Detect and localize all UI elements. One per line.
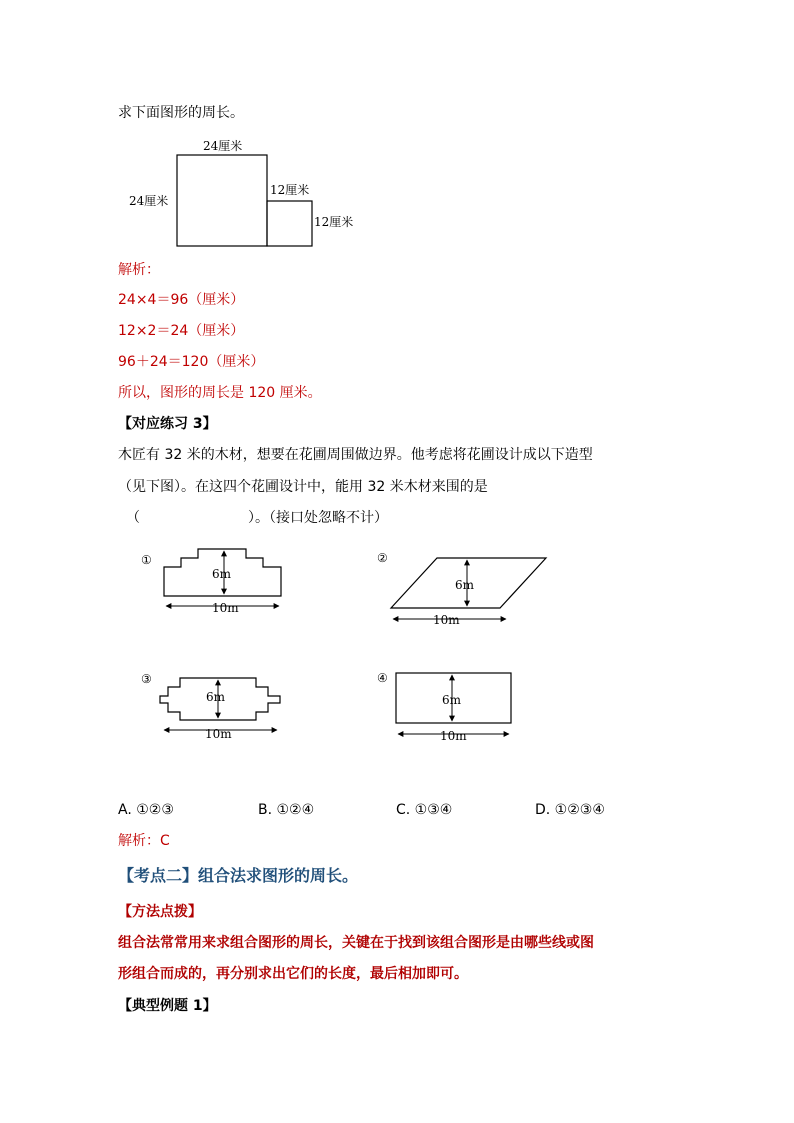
practice-header: 【对应练习 3】	[118, 416, 217, 432]
step-2: 12×2＝24（厘米）	[118, 323, 245, 339]
shape-4-width: 10m	[440, 729, 467, 743]
option-b: B. ①②④	[258, 802, 315, 818]
option-c: C. ①③④	[396, 802, 453, 818]
option-a: A. ①②③	[118, 802, 174, 818]
shape-1-width: 10m	[212, 601, 239, 615]
option-d: D. ①②③④	[535, 802, 605, 818]
method-line-2: 形组合而成的，再分别求出它们的长度，最后相加即可。	[118, 966, 468, 982]
practice-blank-open: （	[126, 510, 140, 526]
shape-2-num: ②	[377, 551, 388, 565]
shape-3-height: 6m	[206, 690, 226, 704]
big-top-label: 24厘米	[203, 139, 243, 153]
practice-line-2: （见下图）。在这四个花圃设计中，能用 32 米木材来围的是	[118, 479, 488, 495]
method-header: 【方法点拨】	[118, 904, 202, 920]
step-1: 24×4＝96（厘米）	[118, 292, 245, 308]
step-3: 96＋24＝120（厘米）	[118, 354, 265, 370]
shape-4-num: ④	[377, 671, 388, 685]
analysis-label: 解析：	[118, 262, 160, 278]
shape-3-num: ③	[141, 672, 152, 686]
question-text: 求下面图形的周长。	[118, 105, 244, 121]
example-header: 【典型例题 1】	[118, 998, 217, 1014]
big-left-label: 24厘米	[129, 194, 169, 208]
small-top-label: 12厘米	[270, 183, 310, 197]
shape-3-width: 10m	[205, 727, 232, 741]
method-line-1: 组合法常常用来求组合图形的周长，关键在于找到该组合图形是由哪些线或图	[118, 935, 594, 951]
shape-2-height: 6m	[455, 578, 475, 592]
section-title: 【考点二】组合法求图形的周长。	[118, 866, 359, 885]
shape-1-num: ①	[141, 553, 152, 567]
shape-1-height: 6m	[212, 567, 232, 581]
small-right-label: 12厘米	[314, 215, 354, 229]
shape-4-height: 6m	[442, 693, 462, 707]
conclusion: 所以，图形的周长是 120 厘米。	[118, 385, 322, 401]
practice-blank-close: ）。（接口处忽略不计）	[248, 510, 388, 526]
practice-line-1: 木匠有 32 米的木材，想要在花圃周围做边界。他考虑将花圃设计成以下造型	[118, 447, 593, 463]
shape-2-width: 10m	[433, 613, 460, 627]
practice-answer: 解析：C	[118, 833, 170, 849]
